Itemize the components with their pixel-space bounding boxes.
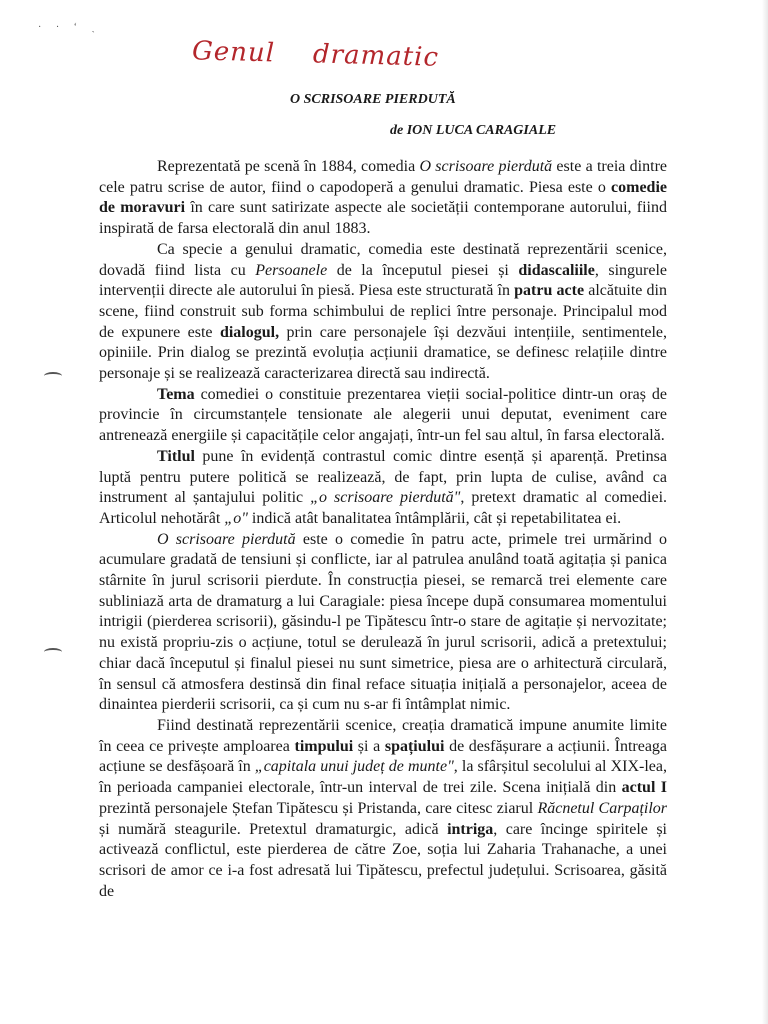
text-run: prin care personajele își dezvăui intențiile, sentimentele, opiniile. Prin dialog se prezintă evoluția acțiunii dramatice, se definesc relațiile dintre personaje și se realizează caracterizarea directă sau indirectă.	[99, 323, 668, 383]
italic-term: „o scrisoare pierdută"	[310, 489, 461, 507]
text-run: , pretext dramatic al comediei. Articolul nehotărât	[99, 489, 668, 527]
text-run: și a	[353, 737, 385, 755]
essay-body	[99, 157, 667, 902]
paragraph	[99, 716, 667, 902]
bold-term: comedie de moravuri	[99, 178, 667, 217]
paragraph	[99, 530, 667, 716]
bold-term: didascaliile	[518, 261, 595, 279]
annotation-word: dramatic	[312, 39, 440, 73]
text-run: în care sunt satirizate aspecte ale societății contemporane autorului, fiind inspirată de farsa electorală din anul 1883.	[99, 199, 667, 238]
text-run: , care încinge spiritele și activează conflictul, este pierderea de către Zoe, soția lui Zaharia Trahanache, a unei scrisori de amor ce i-a fost adresată lui Tipătescu, prefectul județului. Scrisoarea, găsită de	[99, 820, 668, 900]
text-run: Fiind destinată reprezentării scenice, creația dramatică impune anumite limite în ceea ce privește amploarea	[99, 716, 667, 755]
italic-term: O scrisoare pierdută	[419, 158, 553, 175]
document-title: O SCRISOARE PIERDUTĂ	[290, 92, 456, 107]
italic-term: „o"	[224, 509, 248, 527]
paragraph	[99, 447, 667, 530]
bold-term: Titlul	[157, 447, 195, 465]
text-run: prezintă personajele Ștefan Tipătescu și Pristanda, care citesc ziarul	[99, 799, 538, 817]
text-run: este o comedie în patru acte, primele trei urmărind o acumulare gradată de tensiuni și conflicte, iar al patrulea anulând toată agitația și panica stârnite în jurul scrisorii pierdute. În construcția piesei, se remarcă trei elemente care subliniază arta de dramaturg a lui Caragiale: piesa începe după consumarea momentului intrigii (pierderea scrisorii), găsindu-l pe Tipătescu într-o stare de agitație și nervozitate; nu există propriu-zis o acțiune, totul se derulează în jurul scrisorii, adică a pretextului; chiar dacă începutul și finalul piesei nu sunt simetrice, piesa are o arhitectură circulară, în sensul că atmosfera destinsă din final reface situația inițială a personajelor, aceea de dinaintea pierderii scrisorii, ca și cum nu s-ar fi întâmplat nimic.	[99, 530, 667, 714]
italic-term: O scrisoare pierdută	[157, 530, 296, 548]
text-run: indică atât banalitatea întâmplării, cât și repetabilitatea ei.	[247, 509, 622, 527]
text-run: alcătuite din scene, fiind construit sub forma schimbului de replici între personaje. Principalul mod de expunere este	[99, 282, 667, 341]
italic-term: „capitala unui județ de munte"	[254, 758, 454, 776]
text-run: și numără steagurile. Pretextul dramaturgic, adică	[99, 820, 448, 838]
document-author: de ION LUCA CARAGIALE	[390, 123, 557, 138]
text-run: , la sfârșitul secolului al XIX-lea, în perioada campaniei electorale, într-un interval de trei zile. Scena inițială din	[99, 758, 667, 797]
bold-term: patru acte	[514, 282, 585, 300]
text-run: comediei o constituie prezentarea vieții social-politice dintr-un oraș de provincie în circumstanțele tensionate ale alegerii unui deputat, eveniment care antrenează energiile și capacitățile celor angajați, într-un fel sau altul, în farsa electorală.	[99, 385, 667, 445]
paragraph	[99, 157, 667, 240]
text-run: de la începutul piesei și	[327, 261, 519, 279]
text-run: , singurele intervenții directe ale autorului în piesă. Piesa este structurată în	[99, 261, 667, 300]
italic-term: Persoanele	[255, 261, 328, 279]
paragraph	[99, 240, 667, 385]
annotation-word: Genul	[191, 36, 276, 69]
italic-term: Răcnetul Carpaților	[537, 799, 668, 817]
bold-term: intriga	[447, 820, 494, 838]
text-run: pune în evidență contrastul comic dintre esență și aparență. Pretinsa luptă pentru putere politică se realizează, de fapt, prin lupta de culise, având ca instrument al șantajului politic	[99, 447, 667, 507]
punch-hole-mark	[44, 372, 62, 380]
paragraph	[99, 385, 667, 447]
page-edge	[762, 0, 768, 1024]
text-run: Reprezentată pe scenă în 1884, comedia	[157, 158, 420, 175]
text-run: Ca specie a genului dramatic, comedia este destinată reprezentării scenice, dovadă fiind lista cu	[99, 240, 667, 279]
bold-term: dialogul,	[219, 323, 280, 341]
handwritten-annotation	[192, 36, 478, 73]
margin-specks: · · ʻ ˏ	[38, 22, 101, 33]
bold-term: Tema	[157, 385, 195, 403]
punch-hole-mark	[44, 648, 62, 656]
bold-term: timpului	[294, 737, 354, 755]
bold-term: actul I	[621, 779, 667, 797]
bold-term: spațiului	[384, 737, 445, 755]
text-run: de desfășurare a acțiunii. Întreaga acțiune se desfășoară în	[99, 737, 668, 776]
text-run: este a treia dintre cele patru scrise de autor, fiind o capodoperă a genului dramatic. Piesa este o	[99, 158, 667, 196]
